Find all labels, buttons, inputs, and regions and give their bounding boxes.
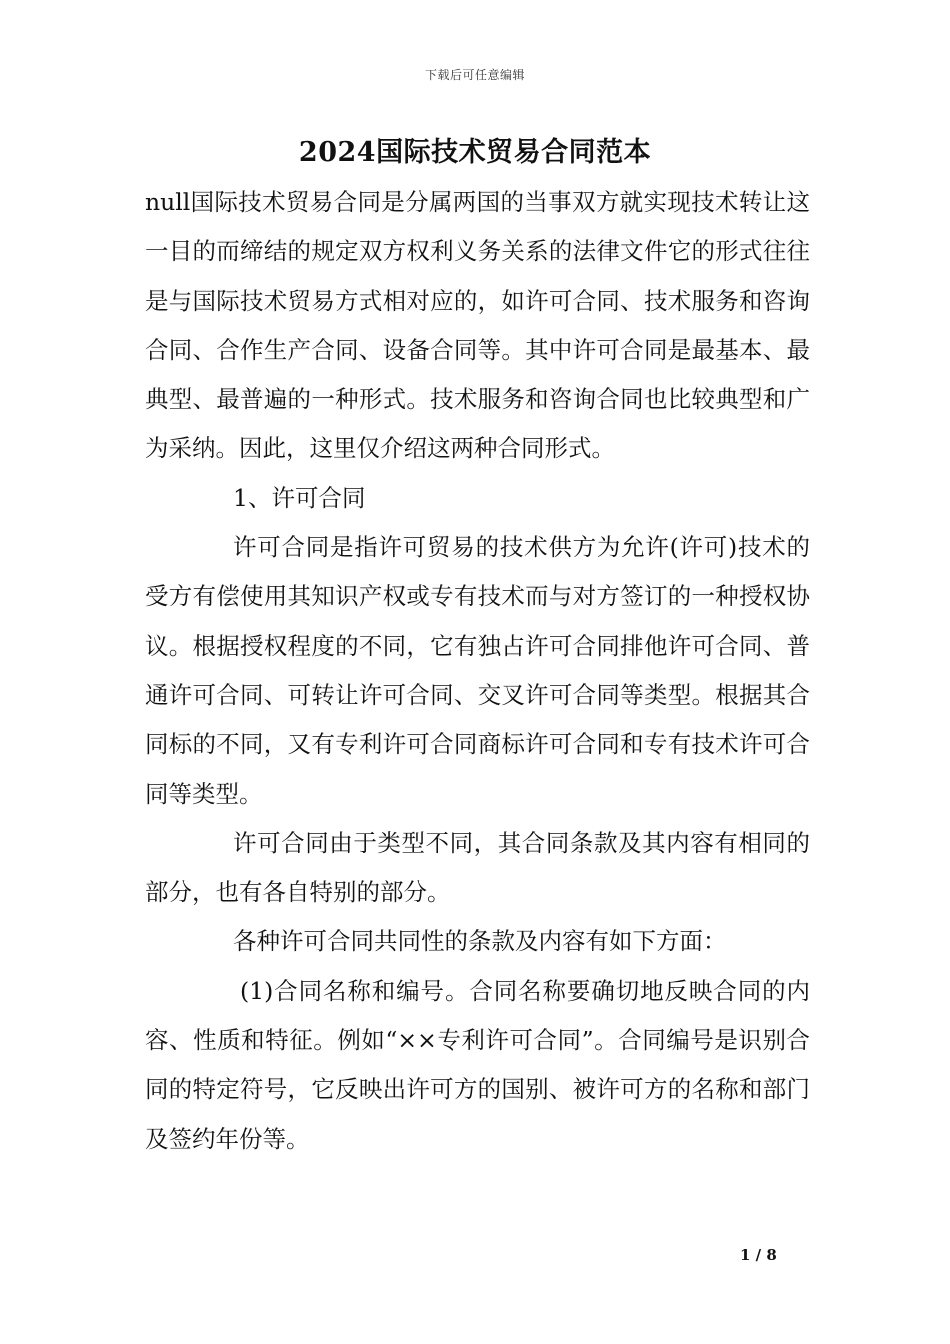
- paragraph-license-types: 许可合同由于类型不同，其合同条款及其内容有相同的部分，也有各自特别的部分。: [145, 828, 810, 907]
- paragraph-clause-name-number: (1)合同名称和编号。合同名称要确切地反映合同的内容、性质和特征。例如“××专利许可合同”。合同编号是识别合同的特定符号，它反映出许可方的国别、被许可方的名称和部门及签约年份等。: [145, 976, 810, 1153]
- paragraph-common-clauses: 各种许可合同共同性的条款及内容有如下方面：: [233, 927, 727, 956]
- paragraph-license-definition: 许可合同是指许可贸易的技术供方为允许(许可)技术的受方有偿使用其知识产权或专有技术而与对方签订的一种授权协议。根据授权程度的不同，它有独占许可合同排他许可合同、普通许可合同、可转让许可合同、交叉许可合同等类型。根据其合同标的不同，又有专利许可合同商标许可合同和专有技术许可合同等类型。: [145, 533, 810, 808]
- page-header-note: 下载后可任意编辑: [424, 68, 525, 82]
- document-body: [145, 178, 810, 1164]
- section-heading-license-contract: 1、许可合同: [233, 483, 366, 512]
- page-number: 1 / 8: [740, 1246, 777, 1264]
- document-title: 2024国际技术贸易合同范本: [298, 137, 652, 168]
- paragraph-intro: null国际技术贸易合同是分属两国的当事双方就实现技术转让这一目的而缔结的规定双方权利义务关系的法律文件它的形式往往是与国际技术贸易方式相对应的，如许可合同、技术服务和咨询合同、合作生产合同、设备合同等。其中许可合同是最基本、最典型、最普遍的一种形式。技术服务和咨询合同也比较典型和广为采纳。因此，这里仅介绍这两种合同形式。: [145, 188, 810, 463]
